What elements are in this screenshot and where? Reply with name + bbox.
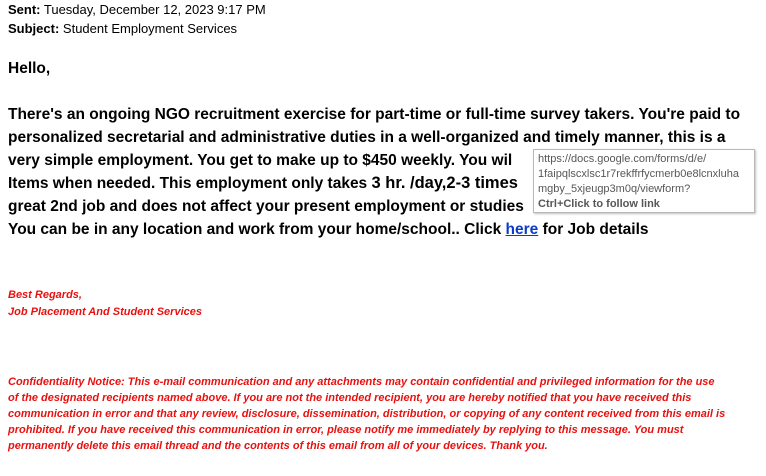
sent-label: Sent: bbox=[8, 2, 41, 17]
body-line-4 bbox=[8, 172, 518, 195]
link-tooltip bbox=[533, 149, 755, 213]
body-line-4-text: Items when needed. This employment only takes bbox=[8, 175, 372, 192]
tooltip-url-line-3: mgby_5xjeugp3m0q/viewform? bbox=[538, 183, 691, 195]
body-line-2: personalized secretarial and administrative duties in a well-organized and timely manner, this is a bbox=[8, 129, 726, 146]
job-details-link[interactable]: here bbox=[505, 221, 539, 238]
notice-line-4: prohibited. If you have received this communication in error, please notify me immediately by replying to this message. You must bbox=[8, 424, 684, 436]
body-line-6-tail: for Job details bbox=[538, 221, 649, 238]
signature-name: Job Placement And Student Services bbox=[8, 306, 202, 318]
body-line-6 bbox=[8, 218, 649, 241]
body-line-6-text: You can be in any location and work from your home/school.. Click bbox=[8, 221, 506, 238]
body-line-3: very simple employment. You get to make up to $450 weekly. You wil bbox=[8, 152, 513, 169]
notice-line-3: communication in error and that any review, disclosure, dissemination, distribution, or copying of any content received from this email is bbox=[8, 408, 726, 420]
subject-header bbox=[8, 21, 237, 37]
sent-value: Tuesday, December 12, 2023 9:17 PM bbox=[40, 2, 266, 17]
sent-header bbox=[8, 2, 266, 18]
notice-line-2: of the designated recipients named above. If you are not the intended recipient, you are hereby notified that you have received this bbox=[8, 392, 692, 404]
subject-label: Subject: bbox=[8, 21, 60, 36]
subject-value: Student Employment Services bbox=[59, 21, 238, 36]
notice-line-1: Confidentiality Notice: This e-mail communication and any attachments may contain confidential and privileged information for the use bbox=[8, 376, 715, 388]
body-line-1: There's an ongoing NGO recruitment exercise for part-time or full-time survey takers. You're paid to bbox=[8, 106, 741, 123]
tooltip-url-line-1: https://docs.google.com/forms/d/e/ bbox=[538, 153, 707, 165]
signature-regards: Best Regards, bbox=[8, 289, 82, 301]
confidentiality-notice bbox=[8, 374, 766, 454]
body-line-5: great 2nd job and does not affect your present employment or studies bbox=[8, 198, 524, 215]
tooltip-url-line-2: 1faipqlscxlsc1r7rekffrfycmerb0e8lcnxluha bbox=[538, 168, 739, 180]
tooltip-hint: Ctrl+Click to follow link bbox=[538, 198, 660, 210]
greeting: Hello, bbox=[8, 60, 51, 77]
body-line-4-hours: 3 hr. /day,2-3 times bbox=[371, 174, 518, 192]
notice-line-5: permanently delete this email thread and the contents of this email from all of your devices. Thank you. bbox=[8, 440, 548, 452]
